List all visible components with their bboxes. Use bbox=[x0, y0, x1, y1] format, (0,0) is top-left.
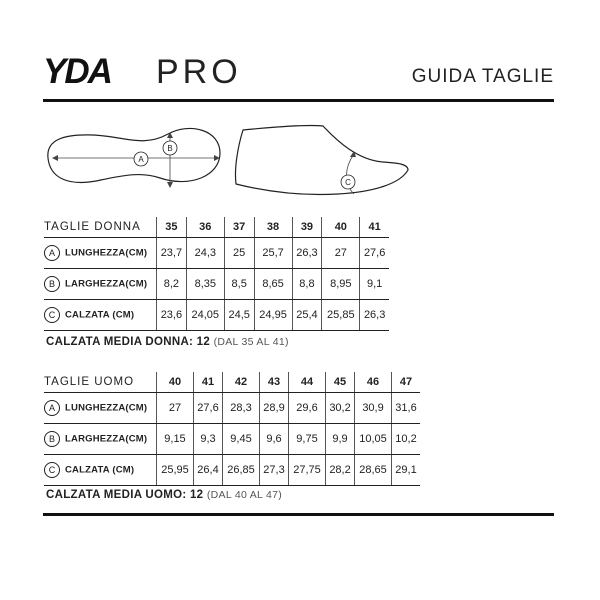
table-cell: 25,4 bbox=[292, 300, 322, 331]
size-header: 42 bbox=[223, 372, 260, 393]
size-header: 41 bbox=[193, 372, 222, 393]
shoe-outline-icon bbox=[235, 125, 408, 194]
table-cell: 29,6 bbox=[289, 393, 326, 424]
size-header: 35 bbox=[157, 217, 187, 238]
size-header: 44 bbox=[289, 372, 326, 393]
table-cell: 24,05 bbox=[186, 300, 224, 331]
table-row bbox=[44, 238, 389, 269]
table-cell: 9,9 bbox=[326, 424, 355, 455]
table-row bbox=[44, 455, 420, 486]
table-cell: 9,3 bbox=[193, 424, 222, 455]
table-cell: 30,2 bbox=[326, 393, 355, 424]
table-cell: 31,6 bbox=[392, 393, 420, 424]
women-average-fit bbox=[46, 336, 289, 348]
marker-a-badge: A bbox=[44, 245, 60, 261]
table-cell: 26,3 bbox=[360, 300, 389, 331]
marker-b-label: B bbox=[167, 144, 173, 153]
table-cell: 25 bbox=[224, 238, 254, 269]
size-header: 40 bbox=[322, 217, 360, 238]
table-cell: 26,85 bbox=[223, 455, 260, 486]
table-cell: 23,7 bbox=[157, 238, 187, 269]
table-cell: 27,6 bbox=[193, 393, 222, 424]
marker-a-badge: A bbox=[44, 400, 60, 416]
row-label: LUNGHEZZA(CM) bbox=[65, 402, 148, 414]
table-cell: 25,95 bbox=[157, 455, 194, 486]
size-header: 37 bbox=[224, 217, 254, 238]
row-label: CALZATA (CM) bbox=[65, 309, 135, 321]
table-cell: 8,35 bbox=[186, 269, 224, 300]
table-cell: 30,9 bbox=[355, 393, 392, 424]
table-cell: 29,1 bbox=[392, 455, 420, 486]
row-label: LARGHEZZA(CM) bbox=[65, 278, 148, 290]
table-cell: 23,6 bbox=[157, 300, 187, 331]
size-header: 46 bbox=[355, 372, 392, 393]
women-average-range: (DAL 35 AL 41) bbox=[213, 336, 289, 348]
table-cell: 9,6 bbox=[259, 424, 288, 455]
table-row bbox=[44, 269, 389, 300]
size-header: 38 bbox=[254, 217, 292, 238]
table-cell: 9,15 bbox=[157, 424, 194, 455]
marker-a-label: A bbox=[138, 155, 144, 164]
table-cell: 25,7 bbox=[254, 238, 292, 269]
men-average-label: CALZATA MEDIA UOMO: 12 bbox=[46, 489, 204, 501]
women-size-table bbox=[44, 217, 389, 331]
table-cell: 9,75 bbox=[289, 424, 326, 455]
men-heading: TAGLIE UOMO bbox=[44, 372, 157, 393]
table-cell: 8,65 bbox=[254, 269, 292, 300]
marker-b-badge: B bbox=[44, 276, 60, 292]
page-title: GUIDA TAGLIE bbox=[411, 66, 554, 87]
row-label: LUNGHEZZA(CM) bbox=[65, 247, 148, 259]
size-header: 40 bbox=[157, 372, 194, 393]
table-cell: 8,2 bbox=[157, 269, 187, 300]
table-cell: 27,3 bbox=[259, 455, 288, 486]
table-cell: 27 bbox=[322, 238, 360, 269]
table-cell: 28,9 bbox=[259, 393, 288, 424]
table-cell: 9,1 bbox=[360, 269, 389, 300]
table-cell: 8,5 bbox=[224, 269, 254, 300]
women-header-row bbox=[44, 217, 389, 238]
table-cell: 9,45 bbox=[223, 424, 260, 455]
marker-c-badge: C bbox=[44, 307, 60, 323]
table-cell: 10,2 bbox=[392, 424, 420, 455]
women-heading: TAGLIE DONNA bbox=[44, 217, 157, 238]
table-cell: 8,95 bbox=[322, 269, 360, 300]
table-cell: 10,05 bbox=[355, 424, 392, 455]
table-cell: 28,65 bbox=[355, 455, 392, 486]
men-header-row bbox=[44, 372, 420, 393]
women-average-label: CALZATA MEDIA DONNA: 12 bbox=[46, 336, 211, 348]
size-header: 45 bbox=[326, 372, 355, 393]
marker-c-badge: C bbox=[44, 462, 60, 478]
table-cell: 27,75 bbox=[289, 455, 326, 486]
size-header: 36 bbox=[186, 217, 224, 238]
table-cell: 28,2 bbox=[326, 455, 355, 486]
table-cell: 27 bbox=[157, 393, 194, 424]
men-average-fit bbox=[46, 489, 282, 501]
table-cell: 8,8 bbox=[292, 269, 322, 300]
brand-logo: YDA bbox=[43, 52, 111, 91]
table-row bbox=[44, 424, 420, 455]
row-label: LARGHEZZA(CM) bbox=[65, 433, 148, 445]
men-average-range: (DAL 40 AL 47) bbox=[206, 489, 283, 501]
marker-c-label: C bbox=[345, 178, 351, 187]
header bbox=[43, 52, 554, 100]
size-header: 43 bbox=[259, 372, 288, 393]
size-header: 47 bbox=[392, 372, 420, 393]
footer-divider bbox=[43, 513, 554, 516]
sole-outline-icon bbox=[48, 128, 220, 182]
table-cell: 24,5 bbox=[224, 300, 254, 331]
table-cell: 26,3 bbox=[292, 238, 322, 269]
table-row bbox=[44, 393, 420, 424]
row-label: CALZATA (CM) bbox=[65, 464, 135, 476]
table-cell: 26,4 bbox=[193, 455, 222, 486]
size-header: 41 bbox=[360, 217, 389, 238]
header-divider bbox=[43, 99, 554, 102]
table-cell: 28,3 bbox=[223, 393, 260, 424]
table-cell: 24,95 bbox=[254, 300, 292, 331]
table-cell: 27,6 bbox=[360, 238, 389, 269]
measurement-diagram bbox=[38, 118, 418, 200]
men-size-table bbox=[44, 372, 420, 486]
size-header: 39 bbox=[292, 217, 322, 238]
marker-b-badge: B bbox=[44, 431, 60, 447]
table-cell: 24,3 bbox=[186, 238, 224, 269]
table-row bbox=[44, 300, 389, 331]
table-cell: 25,85 bbox=[322, 300, 360, 331]
brand-logo-suffix: PRO bbox=[156, 53, 242, 91]
